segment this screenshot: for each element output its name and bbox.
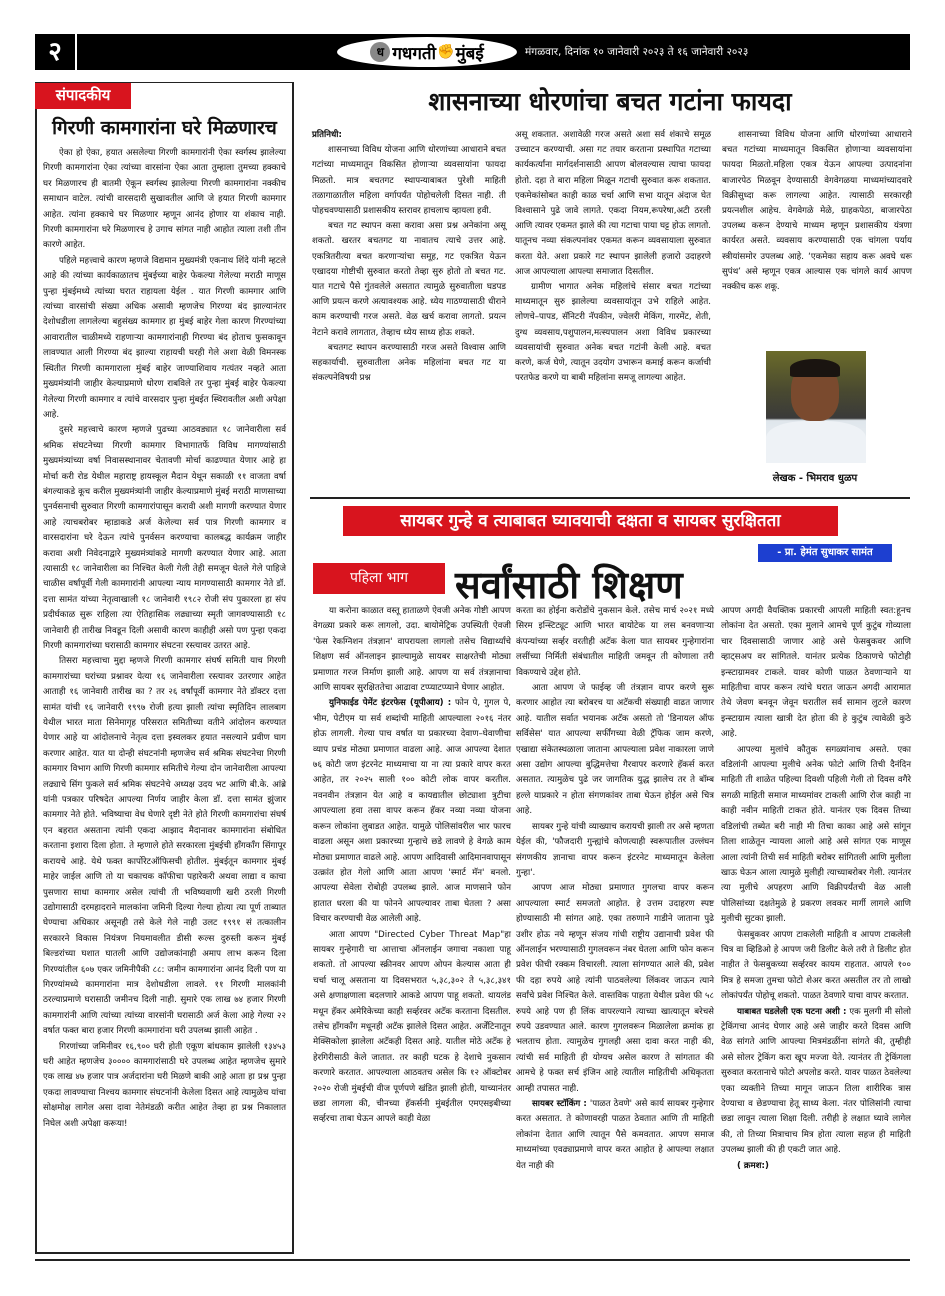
page-number: २: [35, 34, 77, 70]
editorial-top-rule: [35, 82, 294, 83]
editorial-paragraph: पहिले महत्त्वाचे कारण म्हणजे विद्यमान मुख्यमंत्री एकनाथ शिंदे यांनी म्हटले आहे की त्यांच्या कार्यकाळातच मुंबईच्या बाहेर फेकल्या गेलेल्या मराठी माणूस पुन्हा मुंबईमध्ये त्यांच्या घरात राहायला येईल . यात गिरणी कामगार आणि त्यांच्या वारसांची संख्या अधिक असावी म्हणजेच गिरण्या बंद झाल्यानंतर देशोधडीला लागलेल्या बहुसंख्य कामगार हा मुंबई बाहेर गेला कारण गिरण्यांच्या आवारातील चाळीमध्ये राहणाऱ्या कामगारांनाही गिरण्या बंद होताच फुसकावून लावण्यात आली गिरण्या बंद झाल्या राहायची घरही गेले अशा वेळी विमनस्क स्थितीत गिरणी कामगाराला मुंबई बाहेर जाण्याशिवाय गत्यंतर नव्हते आता मुख्यमंत्र्यांनी जाहीर केल्याप्रमाणे धोरण राबविले तर पुन्हा मुंबई बाहेर फेकल्या गेलेल्या गिरणी कामगार व त्यांचे वारसदार पुन्हा मुंबईत स्थिरावतील अशी अपेक्षा आहे.: [43, 255, 286, 420]
article-paragraph: याबाबत घडलेली एक घटना अशी : एक मुलगी मी सोलो ट्रेकिंगचा आनंद घेणार आहे असे जाहीर करते दिवस आणि वेळ सांगते आणि आपल्या मित्रमंडळींना सांगते की, तुम्हीही असे सोलर ट्रेकिंग करा खूप मज्जा येते. त्यानंतर ती ट्रेकिंगला सुरुवात करतानाचे फोटो अपलोड करते. यावर पाळत ठेवलेल्या एका व्यक्तीने तिच्या मागून जाऊन तिला शारीरिक त्रास देण्याचा व छेडण्याचा हेतू साध्य केला. नंतर पोलिसांनी त्याचा छडा लावून त्याला शिक्षा दिली. तरीही हे लक्षात घ्यावे लागेल की, तो तिच्या मित्राचाच मित्र होता त्याला सहज ही माहिती उपलब्ध झाली की ही एकटी जात आहे.: [721, 1006, 912, 1156]
editorial-box: [35, 82, 294, 1254]
article-column: [516, 604, 714, 1174]
section-divider: [310, 497, 910, 499]
logo-text-right: मुंबई: [455, 43, 484, 64]
article-paragraph: शासनाच्या विविध योजना आणि धोरणांच्या आधाराने बचत गटांच्या माध्यमातून विकसित होणाऱ्या व्यवसायांना फायदा मिळतो. मात्र बचतगट स्थापन्याबाबत पुरेशी माहिती तळागाळातील महिला वर्गापर्यंत पोहोचलेली दिसत नाही. ती पोहचवण्यासाठी प्रशासकीय स्तरावर हाचलाच व्हायला हवी.: [312, 145, 506, 217]
article-headline: शासनाच्या धोरणांचा बचत गटांना फायदा: [428, 87, 792, 116]
article-column: [722, 128, 912, 295]
article-column: [721, 604, 911, 1174]
article-paragraph: शासनाच्या विविध योजना आणि धोरणांच्या आधाराने बचत गटांच्या माध्यमातून विकसित होणाऱ्या व्यवसायांना फायदा मिळतो.महिला एकत्र येऊन आपल्या उत्पादनांना बाजारपेठ मिळवून देण्यासाठी वेगवेगळया माध्यमांच्यादवारे विक्रीसुध्दा करू लागल्या आहेत. त्यासाठी सरकारही प्रयत्नशील आहेच. वेगवेगळे मेळे, ग्राहकपेठा, बाजारपेठा उपलब्ध करून देण्याचे माध्यम म्हणून प्रशासकीय यंत्रणा कार्यरत असते. व्यवसाय करण्यासाठी एक चांगला पर्याय स्त्रीयांसमोर उपलब्ध आहे. ‘एकमेका सहाय करू अवघे धरू सुपंथ’ असे म्हणून एकत्र आल्यास एक चांगले कार्य आपण नक्कीच करू शकू.: [722, 130, 912, 293]
article-paragraph: बचत गट स्थापन कसा करावा असा प्रश्न अनेकांना असू शकतो. खरतर बचतगट या नावातच त्याचे उत्तर आहे. एकत्रितरीत्या बचत करणाऱ्यांचा समूह, गट एकत्रित येऊन एखादया गोष्टीची सुरुवात करतो तेव्हा सुरु होतो तो बचत गट. यात गटाचे पैसे गुंतवलेले असतात त्यामुळे सुरुवातीला घडपड आणि प्रयत्न करणे अत्यावश्यक आहे. ध्येय गाठण्यासाठी धीराने काम करण्याची गरज असते. वेळ खर्च करावा लागतो. प्रयत्न नेटाने करावे लागतात, तेव्हाच ध्येय साध्य होऊ शकते.: [312, 221, 506, 338]
author-badge: - प्रा. हेमंत सुधाकर सामंत: [758, 544, 892, 562]
subheading: सायबर स्टॉकिंग :: [532, 1099, 587, 1109]
raised-fist-icon: ✊: [437, 44, 455, 60]
editorial-title: गिरणी कामगारांना घरे मिळणारच: [52, 117, 277, 139]
article-column: [515, 128, 711, 386]
article-paragraph: सायबर स्टॉकिंग : 'पाळत ठेवणे' असे कार्य सायबर गुन्हेगार करत असतात. ते कोणावरही पाळत ठेवतात आणि ती माहिती लोकांना देतात आणि त्यातून पैसे कमवतात. आपण समाज माध्यमांच्या एवढ्याप्रमाणे वापर करत आहोत हे आपल्या लक्षात येत नाही की: [516, 1099, 714, 1171]
article-paragraph: आपण अगदी वैयक्तिक प्रकारची आपली माहिती स्वत:हूनच लोकांना देत असतो. एका मुलाने आमचे पूर्ण कुटुंब गोव्याला चार दिवसासाठी जाणार आहे असे फेसबुकवर आणि व्हाट्सअप वर सांगितले. यानंतर प्रत्येक ठिकाणचे फोटोही इन्स्टाग्रामवर टाकले. यावर कोणी पाळत ठेवणाऱ्याने या माहितीचा वापर करून त्यांचे घरात जाऊन अगदी आरामात तेथे जेवण बनवून जेवून घरातील सर्व सामान लुटले कारण इन्स्टाग्राम त्याला खात्री देत होता की हे कुटुंब त्यावेळी कुठे आहे.: [721, 606, 911, 740]
editorial-paragraph: तिसरा महत्त्वाचा मुद्दा म्हणजे गिरणी कामगार संघर्ष समिती याच गिरणी कामगारांच्या घरांच्या प्रश्नावर येत्या १६ जानेवारीला रस्त्यावर उतरणार आहेत आताही १६ जानेवारी तारीख का ? तर २६ वर्षांपूर्वी कामगार नेते डॉक्टर दत्ता सामंत यांची १६ जानेवारी १९९७ रोजी हत्या झाली त्यांचा स्मृतिदिन लालबाग येथील भारत माता सिनेमागृह परिसरात समितीच्या वतीने आंदोलन करण्यात येणार आहे या आंदोलनाचे नेतृत्व दत्ता इस्वलकर हयात नसल्याने प्रवीण घाग करणार आहेत. यात या दोन्ही संघटनांनी म्हणजेच सर्व श्रमिक संघटनेचा गिरणी कामगार विभाग आणि गिरणी कामगार समितीचे गेल्या दोन जानेवारीला आपल्या लढ्याचे सिंग फुकले सर्व श्रमिक संघटनेचे अध्यक्ष उदय भट आणि बी.के. आंब्रे यांनी पत्रकार परिषदेत आपल्या निर्णय जाहीर केला डॉ. दत्ता सामंत झुंजार कामगार नेते होते. भविष्याचा वेध घेणारे दृष्टी नेते होते गिरणी कामगारांचा संघर्ष एन बहरात असताना त्यांनी एकदा आझाद मैदानावर कामगारांना संबोधित करताना इशारा दिला होता. ते म्हणाले होते सरकारला मुंबईची हॉंगकॉंग सिंगापूर करायचे आहे. येथे फक्त कार्पोरेटऑफिसची होतील. मुंबईतून कामगार मुंबई माहेर जाईल आणि तो या चकाचक कॉफीचा पहारेकरी अथवा लाद्या व काचा पुसणारा साधा कामगार असेल त्यांची ती भविष्यवाणी खरी ठरली गिरणी उद्योगासाठी दरमहादराने मालकांना जमिनी दिल्या गेल्या होत्या त्या पूर्ण ताब्यात घेण्याचा अधिकार असूनही तसे केले गेले नाही उलट १९९१ सं तत्कालीन सरकारने विकास नियंत्रण नियमावलीत डीसी रूल्स दुरुस्ती करून मुंबई बिल्डरांच्या घशात घातली आणि उद्योजकांनाही अमाप लाभ करून दिला गिरण्यांतील ६०७ एकर जमिनीपैकी ८८: जमीन कामगारांना आनंद दिली पण या गिरण्यांमध्ये कामगारांना मात्र देशोधडीला लावले. ११ गिरणी मालकांनी ठरल्याप्रमाणे घरासाठी जमीनच दिली नाही. सुमारे एक लाख ७४ हजार गिरणी कामगारांनी आणि त्यांच्या त्यांच्या वारसांनी घरासाठी अर्ज केला आहे गेल्या २२ वर्षात फक्त बारा हजार गिरणी कामगारांना घरी उपलब्ध झाली आहेत .: [43, 656, 286, 1037]
author-photo: [766, 351, 866, 463]
editorial-paragraph: दुसरे महत्त्वाचे कारण म्हणजे पुढच्या आठवड्यात १८ जानेवारीला सर्व श्रमिक संघटनेच्या गिरणी कामगार विभागातर्फे विविध मागण्यांसाठी मुख्यमंत्र्यांच्या वर्षा निवासस्थानावर चेतावणी मोर्चा काढण्यात येणार आहे हा मोर्चा करी रोड येथील महाराष्ट्र हायस्कूल मैदान येथून सकाळी ११ वाजता वर्षा बंगल्याकडे कूच करील मुख्यमंत्र्यांनी जाहीर केल्याप्रमाणे मुंबई मराठी माणसाच्या पुनर्वसनाची सुरुवात गिरणी कामगारांपासून करावी अशी मागणी करण्यात येणार आहे त्याचबरोबर म्हाडाकडे अर्ज केलेल्या सर्व पात्र गिरणी कामगार व वारसदारांना घरे देऊन त्यांचे पुनर्वसन करण्याचा कालबद्ध कार्यक्रम जाहीर करावा अशी निवेदनाद्वारे मुख्यमंत्र्यांकडे मागणी करण्यात येणार आहे. आता त्यासाठी १८ जानेवारीला का निश्चित केली गेली तेही समजून घेतले गेले पाहिजे चाळीस वर्षांपूर्वी गेली कामगारांनी आपल्या न्याय मागण्यासाठी कामगार नेते डॉ. दत्ता सामंत यांच्या नेतृत्वाखाली १८ जानेवारी १९८२ रोजी संप पुकारला हा संप प्रदीर्घकाळ सुरू राहिला त्या ऐतिहासिक लढ्याच्या स्मृती जागवण्यासाठी १८ जानेवारी ही तारीख निवडून दिली असावी कारण काहीही असो पण पुन्हा एकदा गिरणी कामगारांच्या घरासाठी कामगार संघटना रस्त्यावर उतरत आहे.: [43, 425, 286, 651]
subheading: युनिफाईड पेमेंट इंटरफेस (यूपीआय) :: [329, 698, 452, 709]
editorial-paragraph: ऐका हो ऐका, हयात असलेल्या गिरणी कामगारांनी ऐका स्वर्गस्थ झालेल्या गिरणी कामगारांना ऐका त्यांच्या वारसांना ऐका आता तुम्हाला तुमच्या हक्काचे घर मिळणारच ही बातमी ऐकून स्वर्गस्थ झालेल्या गिरणी कामगारांना नक्कीच समाधान वाटेल. त्यांची वारसदारी सुखावतील आणि जे हयात गिरणी कामगार आहेत. त्यांना हक्काचे घर मिळणार म्हणून आनंद होणार या शंकाच नाही. गिरणी कामगारांना घरे मिळणारच हे उगाच सांगत नाही आहोत त्याला तशी तीन कारणे आहेत.: [43, 148, 286, 251]
editorial-paragraph: गिरणांच्या जमिनीवर १६,९०० घरी होती एकूण बांधकाम झालेली १३४५३ घरी आहेत म्हणजेच ३०००० कामगारांसाठी घरे उपलब्ध आहेत म्हणजेच सुमारे एक लाख ४७ हजार पात्र अर्जदारांना घरी मिळणे बाकी आहे आता हा प्रश्न पुन्हा एकदा लावण्याचा निश्चय कामगार संघटनांनी केलेला दिसत आहे त्यामुळेच यांचा सोक्षमोक्ष लागेल असा दावा नेतेमंडळी करीत आहेत तेव्हा हा प्रश्न निकालात निघेल अशी अपेक्षा करूया!: [43, 1041, 286, 1129]
masthead: [35, 34, 910, 70]
newspaper-logo: [337, 37, 517, 67]
editorial-tag: संपादकीय: [35, 82, 131, 109]
article-column: [312, 128, 506, 386]
subheading: याबाबत घडलेली एक घटना अशी :: [737, 1006, 847, 1017]
byline: प्रतिनिधी:: [312, 130, 342, 140]
article-paragraph: आता आपण जे फाईव्ह जी तंत्रज्ञान वापर करणे सुरू करणार आहोत त्या बरोबरच या अटॅकची संख्याही वाढत जाणार आहे. यातील सर्वात भयानक अटॅक असतो तो 'डिनायल ऑफ सर्विसेस' यात आपल्या सर्फींगच्या वेळी ट्रॅफिक जाम करणे, एखाद्या संकेतस्थळाला जाताना आपल्याला प्रवेश नाकारला जाणे असा उद्योग आपल्या बुद्धिमत्तेचा गैरवापर करणारे हॅकर्स करत असतात. त्यामुळेच पुढे जर जागतिक युद्ध झालेच तर ते बॉम्ब हल्ले याप्रकारे न होता संगणकांवर ताबा घेऊन होईल असे चित्र आहे.: [516, 683, 714, 817]
issue-date: मंगळवार, दिनांक १० जानेवारी २०२३ ते १६ जानेवारी २०२३: [525, 46, 749, 58]
article-headline: सर्वांसाठी शिक्षण: [455, 563, 683, 607]
article-paragraph: आता आपण "Directed Cyber Threat Map"हा सायबर गुन्हेगारी चा आत्ताचा ऑनलाईन जगाचा नकाशा पाहू शकतो. तो आपल्या स्क्रीनवर आपण ओपन केल्यास आता ही चर्चा चालू असताना या दिवसभरात ५,३८,३०२ ते ५,३८,३४१ असे क्षणाक्षणाला बदलणारे आकडे आपण पाहू शकतो. थायलंड मधून हॅकर अमेरिकेच्या काही सर्व्हरवर अटॅक करताना दिसतील. तसेच हॉंगकॉंग मधूनही अटॅक झालेले दिसत आहेत. अर्जेंटिनातून मेक्सिकोला झालेला अटॅकही दिसत आहे. यातील मोठे अटॅक हे हेरगिरीसाठी केले जातात. तर काही घटक हे देशाचे नुकसान करणारे करतात. आपल्याला आठवतच असेल कि १२ ऑक्टोबर २०२० रोजी मुंबईची वीज पूर्णपणे खंडित झाली होती, याच्यानंतर छडा लागला की, चीनच्या हॅकर्सनी मुंबईतील एमएसइबीच्या सर्व्हरचा ताबा घेऊन आपले काही वेळा: [313, 929, 511, 1125]
part-label: पहिला भाग: [313, 563, 445, 594]
editorial-body: [43, 146, 286, 1132]
logo-badge-icon: ध: [370, 42, 390, 62]
article-paragraph: आपल्या मुलांचे कौतुक सगळ्यांनाच असते. एका वडिलांनी आपल्या मुलीचे अनेक फोटो आणि तिची दैनंदिन माहिती ती शाळेत पहिल्या दिवशी पहिली गेली तो दिवस वगैरे सगळी माहिती समाज माध्यमांवर टाकली आणि रोज काही ना काही नवीन माहिती टाकत होते. यानंतर एक दिवस तिच्या वडिलांची तब्येत बरी नाही मी तिचा काका आहे असे सांगून तिला शाळेतून न्यायला आलो आहे असे सांगत एक माणूस आला त्यांनी तिची सर्व माहिती बरोबर सांगितली आणि मुलीला खाऊ घेऊन आला त्यामुळे मुलीही त्याच्याबरोबर गेली. त्यानंतर त्या मुलीचे अपहरण आणि विक्रीपर्यंतची वेळ आली पोलिसांच्या दक्षतेमुळे हे प्रकरण लवकर मार्गी लागले आणि मुलीची सुटका झाली.: [721, 744, 911, 925]
page-bottom-rule: [35, 1259, 910, 1261]
article-paragraph: असू शकतात. अशावेळी गरज असते अशा सर्व शंकाचे समूळ उच्चाटन करण्याची. असा गट तयार करताना प्रस्थापित गटाच्या कार्यकर्त्यांना मार्गदर्शनासाठी आपण बोलवल्यास त्याचा फायदा होतो. दहा ते बारा महिला मिळून गटाची सुरुवात करू शकतात. एकमेकांसोबत काही काळ चर्चा आणि सभा यातून अंदाज घेत विश्वासाने पुढे जावे लागते. एकदा नियम,रूपरेषा,अटी ठरली आणि त्यावर एकमत झाले की त्या गटाचा पाया घट्ट होऊ लागतो. यातूनच नव्या संकल्पनांवर एकमत करून व्यवसायाला सुरुवात करता येते. अशा प्रकारे गट स्थापन झालेली हजारो उदाहरणे आज आपल्याला आपल्या समाजात दिसतील.: [515, 130, 711, 277]
article-paragraph: या करोना काळात वस्तू हाताळणे ऐवजी अनेक गोष्टी आपण वेगळ्या प्रकारे करू लागलो, उदा. बायोमेट्रिक उपस्थिती ऐवजी 'फेस रेकग्निशन तंत्रज्ञान' वापरायला लागलो तसेच विद्यार्थ्यांचे शिक्षण सर्व ऑनलाइन झाल्यामुळे सायबर साक्षरतेची मोठ्या प्रमाणात गरज निर्माण झाली आहे. आपण या सर्व तंत्रज्ञानाचा आणि सायबर सुरक्षिततेचा आढावा टप्प्याटप्प्याने घेणार आहोत.: [313, 606, 511, 694]
article-paragraph: करता का होईना करोडोंचे नुकसान केले. तसेच मार्च २०२१ मध्ये सिरम इन्स्टिट्यूट आणि भारत बायोटेक या लस बनवणाऱ्या कंपन्यांच्या सर्व्हर वरतीही अटॅक केला यात सायबर गुन्हेगारांना लसींच्या निर्मिती संबंधातील माहिती जमवून ती कोणाला तरी विकण्याचे उद्देश होते.: [516, 606, 714, 678]
article-paragraph: बचतगट स्थापन करण्यासाठी गरज असते विश्वास आणि सहकार्याची. सुरुवातीला अनेक महिलांना बचत गट या संकल्पनेविषयी प्रश्न: [312, 342, 506, 384]
article-paragraph: युनिफाईड पेमेंट इंटरफेस (यूपीआय) : फोन पे, गुगल पे, भीम, पेटीएम या सर्व शब्दांची माहिती आपल्याला २०१६ नंतर होऊ लागली. गेल्या पाच वर्षात या प्रकारच्या देवाण–घेवाणीचा व्याप प्रचंड मोठ्या प्रमाणात वाढला आहे. आज आपल्या देशात ७६ कोटी जण इंटरनेट माध्यमाचा या ना त्या प्रकारे वापर करत आहेत, तर २०२५ साली १०० कोटी लोक वापर करतील. नवनवीन तंत्रज्ञान येत आहे व कायद्यातील छोट्याशा त्रुटीचा आपल्याला हवा तसा वापर करून हॅकर नव्या नव्या योजना करून लोकांना लुबाडत आहेत. यामुळे पोलिसांवरील भार फारच वाढला असून अशा प्रकारच्या गुन्हाचे छडे लावणे हे वेगळे काम मोठ्या प्रमाणात वाढले आहे. आपण आदिवासी आदिमानवापासून उत्क्रांत होत गेलो आणि आता आपण 'स्मार्ट मॅन' बनलो. आपल्या सेवेला रोबोही उपलब्ध झाले. आज माणसाने फोन हातात धरला की या फोनने आपल्यावर ताबा घेतला ? असा विचार करण्याची वेळ आलेली आहे.: [313, 698, 512, 925]
logo-text-left: गधगती: [392, 43, 437, 64]
to-be-continued: ( क्रमश:): [737, 1160, 769, 1171]
article-paragraph: आपण आज मोठ्या प्रमाणात गुगलचा वापर करून आपल्याला स्मार्ट समजतो आहोत. हे उत्तम उदाहरण स्पष्ट होण्यासाठी मी सांगत आहे. एका तरुणाने गाडीने जाताना पुढे उशीर होऊ नये म्हणून संजय गांधी राष्ट्रीय उद्यानाची प्रवेश फी ऑनलाईन भरण्यासाठी गुगलवरून नंबर घेतला आणि फोन करून प्रवेश फीची रक्कम विचारली. त्याला सांगण्यात आले की, प्रवेश फी दहा रुपये आहे त्यांनी पाठवलेल्या लिंकवर जाऊन त्याने सर्वांचे प्रवेश निश्चित केले. वास्तविक पाहता येथील प्रवेश फी ५८ रुपये आहे पण ही लिंक वापरल्याने त्याच्या खात्यातून बरेचसे रुपये उडवण्यात आले. कारण गुगलवरून मिळालेला क्रमांक हा भलताच होता. त्यामुळेच गुगलही असा दावा करत नाही की, त्यांची सर्व माहिती ही योग्यच असेल कारण ते सांगतात की आमचे हे फक्त सर्च इंजिन आहे त्यातील माहितीची अधिकृतता आम्ही तपासत नाही.: [516, 883, 714, 1094]
article-paragraph: सायबर गुन्हे यांची व्याख्याच करायची झाली तर असे म्हणता येईल की, 'फौजदारी गुन्ह्यांचे कोणत्याही स्वरूपातील उल्लंघन संगणकीय ज्ञानाचा वापर करून इंटरनेट माध्यमातून केलेला गुन्हा'.: [516, 821, 714, 878]
article-paragraph: ग्रामीण भागात अनेक महिलांचे संसार बचत गटांच्या माध्यमातून सुरु झालेल्या व्यवसायांतून उभे राहिले आहेत. लोणचे–पापड, सॅनिटरी नॅपकीन, ज्वेलरी मेकिंग, गारमेंट, शेती, दुग्ध व्यवसाय,पशुपालन,मत्स्यपालन अशा विविध प्रकारच्या व्यवसायांची सुरुवात अनेक बचत गटांनी केली आहे. बचत करणे, कर्ज घेणे, त्यातून उदयोग उभारून कमाई करून कर्जाची परतफेड करणे या बाबी महिलांना समजू लागल्या आहेत.: [515, 282, 711, 384]
article-column: [313, 604, 511, 1128]
article-paragraph: फेसबुकवर आपण टाकलेली माहिती व आपण टाकलेली चित्र वा व्हिडिओ हे आपण जरी डिलीट केले तरी ते डिलीट होत नाहीत ते फेसबुकच्या सर्व्हरवर कायम राहतात. आपले १०० मित्र हे समजा तुमचा फोटो शेअर करत असतील तर तो लाखो लोकांपर्यंत पोहोचू शकतो. पाळत ठेवणारे याचा वापर करतात.: [721, 929, 911, 1002]
series-banner: सायबर गुन्हे व त्याबाबत घ्यावयाची दक्षता व सायबर सुरक्षितता: [343, 506, 838, 536]
author-caption: लेखक - भिमराव धुळप: [772, 473, 858, 484]
